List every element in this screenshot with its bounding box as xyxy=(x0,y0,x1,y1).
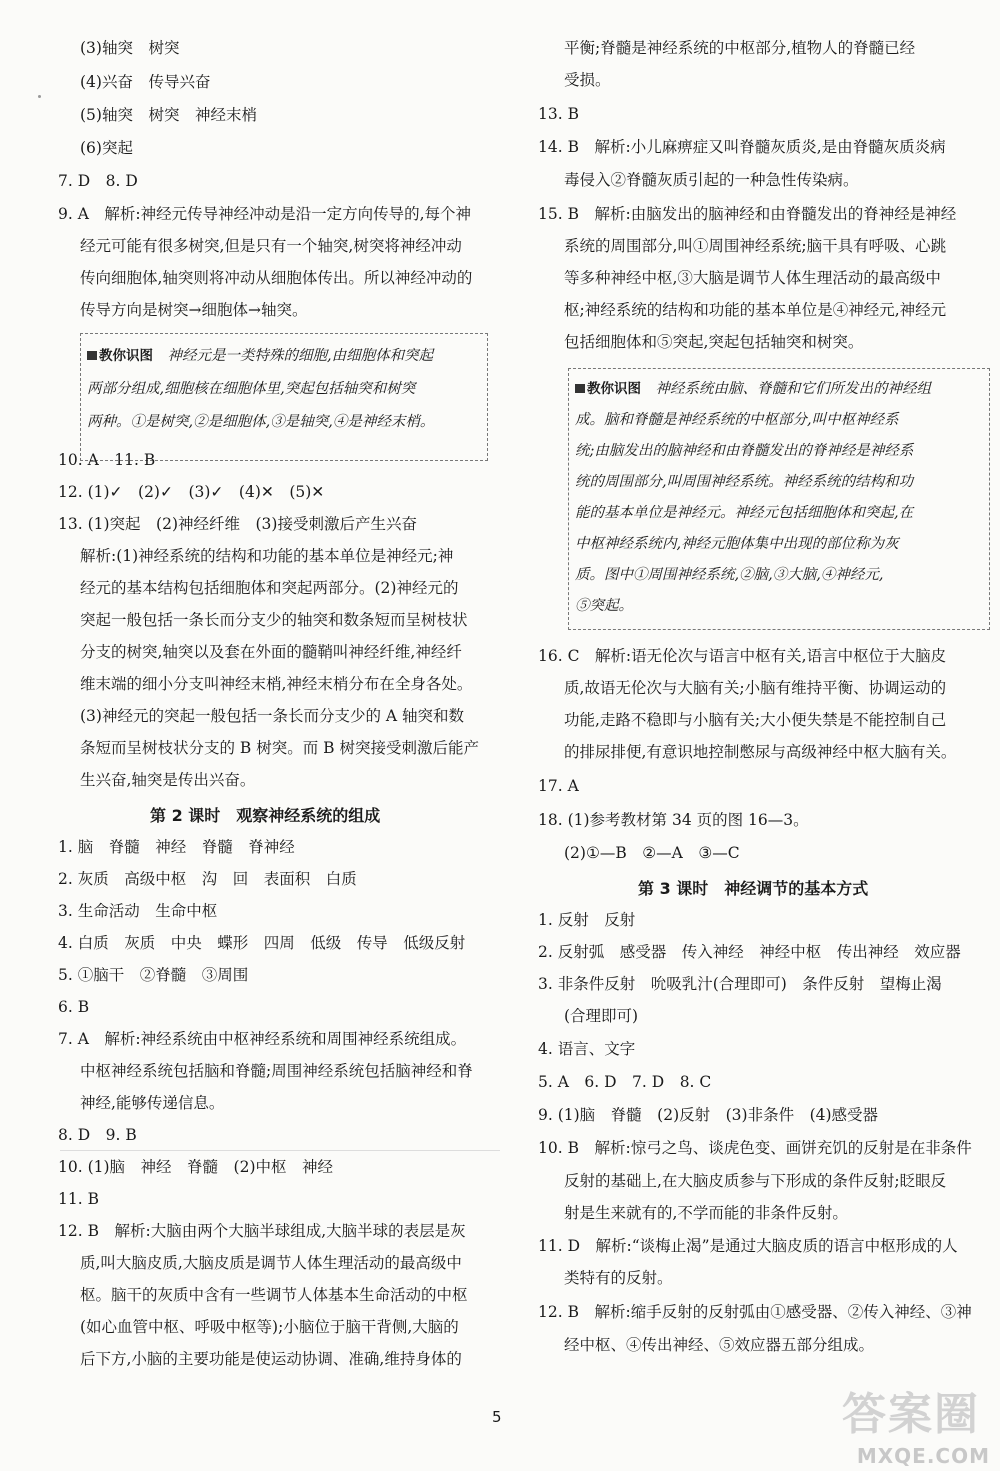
tip-line: 成。脑和脊髓是神经系统的中枢部分,叫中枢神经系 xyxy=(575,412,899,428)
tip-box xyxy=(80,333,488,461)
answer-line: 5. A 6. D 7. D 8. C xyxy=(538,1073,712,1091)
answer-line: 13. B xyxy=(538,105,579,123)
answer-line: (如心血管中枢、呼吸中枢等);小脑位于脑干背侧,大脑的 xyxy=(80,1318,459,1336)
answer-line: 平衡;脊髓是神经系统的中枢部分,植物人的脊髓已经 xyxy=(564,39,916,57)
answer-line: 经元可能有很多树突,但是只有一个轴突,树突将神经冲动 xyxy=(80,237,462,255)
answer-line: 4. 白质 灰质 中央 蝶形 四周 低级 传导 低级反射 xyxy=(58,934,466,952)
tip-label: 教你识图 xyxy=(575,381,641,397)
answer-line: 类特有的反射。 xyxy=(564,1269,673,1287)
answer-line: 射是生来就有的,不学而能的非条件反射。 xyxy=(564,1204,848,1222)
answer-line: 经中枢、④传出神经、⑤效应器五部分组成。 xyxy=(564,1336,875,1354)
tip-line: 统的周围部分,叫周围神经系统。神经系统的结构和功 xyxy=(575,474,914,490)
tip-line xyxy=(575,379,931,399)
answer-line: 1. 反射 反射 xyxy=(538,911,636,929)
tip-label: 教你识图 xyxy=(87,348,153,364)
answer-line: 维末端的细小分支叫神经末梢,神经末梢分布在全身各处。 xyxy=(80,675,473,693)
answer-line: 生兴奋,轴突是传出兴奋。 xyxy=(80,771,256,789)
answer-line: 毒侵入②脊髓灰质引起的一种急性传染病。 xyxy=(564,171,859,189)
answer-line: 质,故语无伦次与大脑有关;小脑有维持平衡、协调运动的 xyxy=(564,679,947,697)
tip-line: 两部分组成,细胞核在细胞体里,突起包括轴突和树突 xyxy=(87,381,416,397)
tip-line: ⑤突起。 xyxy=(575,598,633,614)
answer-line: 解析:(1)神经系统的结构和功能的基本单位是神经元;神 xyxy=(80,547,454,565)
watermark-site: MXQE.COM xyxy=(856,1444,990,1468)
tip-line: 质。图中①周围神经系统,②脑,③大脑,④神经元, xyxy=(575,567,884,583)
answer-line: 传导方向是树突→细胞体→轴突。 xyxy=(80,301,308,319)
answer-line: 18. (1)参考教材第 34 页的图 16—3。 xyxy=(538,811,809,829)
answer-line: 受损。 xyxy=(564,71,611,89)
answer-line: 9. (1)脑 脊髓 (2)反射 (3)非条件 (4)感受器 xyxy=(538,1106,879,1124)
answer-line: 中枢神经系统包括脑和脊髓;周围神经系统包括脑神经和脊 xyxy=(80,1062,473,1080)
watermark-logo: 答案圈 xyxy=(842,1389,980,1440)
answer-line: 11. B xyxy=(58,1190,99,1208)
tip-line: 统;由脑发出的脑神经和由脊髓发出的脊神经是神经系 xyxy=(575,443,914,459)
answer-line: 12. (1)✓ (2)✓ (3)✓ (4)✕ (5)✕ xyxy=(58,483,325,501)
answer-line: 3. 非条件反射 吮吸乳汁(合理即可) 条件反射 望梅止渴 xyxy=(538,975,942,993)
answer-line: 反射的基础上,在大脑皮质参与下形成的条件反射;眨眼反 xyxy=(564,1172,947,1190)
answer-line: 4. 语言、文字 xyxy=(538,1040,636,1058)
answer-line: 13. (1)突起 (2)神经纤维 (3)接受刺激后产生兴奋 xyxy=(58,515,417,533)
answer-line: (3)轴突 树突 xyxy=(80,39,180,57)
answer-line: 11. D 解析:“谈梅止渴”是通过大脑皮质的语言中枢形成的人 xyxy=(538,1237,958,1255)
answer-line: 15. B 解析:由脑发出的脑神经和由脊髓发出的脊神经是神经 xyxy=(538,205,957,223)
answer-line: (3)神经元的突起一般包括一条长而分支少的 A 轴突和数 xyxy=(80,707,465,725)
answer-line: 条短而呈树枝状分支的 B 树突。而 B 树突接受刺激后能产 xyxy=(80,739,479,757)
answer-line: 10. B 解析:惊弓之鸟、谈虎色变、画饼充饥的反射是在非条件 xyxy=(538,1139,972,1157)
tip-line: 中枢神经系统内,神经元胞体集中出现的部位称为灰 xyxy=(575,536,899,552)
answer-line: 16. C 解析:语无伦次与语言中枢有关,语言中枢位于大脑皮 xyxy=(538,647,947,665)
answer-line: 7. A 解析:神经系统由中枢神经系统和周围神经系统组成。 xyxy=(58,1030,467,1048)
answer-line: 12. B 解析:大脑由两个大脑半球组成,大脑半球的表层是灰 xyxy=(58,1222,466,1240)
answer-line: 1. 脑 脊髓 神经 脊髓 脊神经 xyxy=(58,838,295,856)
tip-line: 两种。①是树突,②是细胞体,③是轴突,④是神经末梢。 xyxy=(87,414,435,430)
answer-line: (合理即可) xyxy=(564,1007,639,1025)
answer-line: 分支的树突,轴突以及套在外面的髓鞘叫神经纤维,神经纤 xyxy=(80,643,462,661)
answer-line: (6)突起 xyxy=(80,139,133,157)
answer-line: 3. 生命活动 生命中枢 xyxy=(58,902,218,920)
section-heading: 第 2 课时 观察神经系统的组成 xyxy=(150,806,381,825)
answer-line: (4)兴奋 传导兴奋 xyxy=(80,73,211,91)
answer-line: 系统的周围部分,叫①周围神经系统;脑干具有呼吸、心跳 xyxy=(564,237,947,255)
answer-line: (5)轴突 树突 神经末梢 xyxy=(80,106,257,124)
answer-line: 枢。脑干的灰质中含有一些调节人体基本生命活动的中枢 xyxy=(80,1286,468,1304)
answer-line: 等多种神经中枢,③大脑是调节人体生理活动的最高级中 xyxy=(564,269,941,287)
answer-line: 2. 反射弧 感受器 传入神经 神经中枢 传出神经 效应器 xyxy=(538,943,961,961)
answer-line: 10. (1)脑 神经 脊髓 (2)中枢 神经 xyxy=(58,1158,333,1176)
answer-line: (2)①—B ②—A ③—C xyxy=(564,844,740,862)
answer-line: 的排尿排便,有意识地控制憋尿与高级神经中枢大脑有关。 xyxy=(564,743,957,761)
answer-line: 枢;神经系统的结构和功能的基本单位是④神经元,神经元 xyxy=(564,301,947,319)
answer-line: 6. B xyxy=(58,998,90,1016)
answer-line: 神经,能够传递信息。 xyxy=(80,1094,225,1112)
answer-line: 传向细胞体,轴突则将冲动从细胞体传出。所以神经冲动的 xyxy=(80,269,473,287)
answer-line: 质,叫大脑皮质,大脑皮质是调节人体生理活动的最高级中 xyxy=(80,1254,462,1272)
tip-line xyxy=(87,346,433,366)
tip-line: 能的基本单位是神经元。神经元包括细胞体和突起,在 xyxy=(575,505,914,521)
answer-line: 经元的基本结构包括细胞体和突起两部分。(2)神经元的 xyxy=(80,579,459,597)
answer-line: 突起一般包括一条长而分支少的轴突和数条短而呈树枝状 xyxy=(80,611,468,629)
answer-line: 2. 灰质 高级中枢 沟 回 表面积 白质 xyxy=(58,870,357,888)
answer-line: 17. A xyxy=(538,777,579,795)
section-heading: 第 3 课时 神经调节的基本方式 xyxy=(638,879,869,898)
speck xyxy=(38,95,41,98)
answer-line: 功能,走路不稳即与小脑有关;大小便失禁是不能控制自己 xyxy=(564,711,947,729)
watermark xyxy=(810,1378,990,1468)
answer-line: 10. A 11. B xyxy=(58,451,156,469)
answer-line: 5. ①脑干 ②脊髓 ③周围 xyxy=(58,966,249,984)
tip-text: 神经元是一类特殊的细胞,由细胞体和突起 xyxy=(167,348,434,364)
answer-line: 后下方,小脑的主要功能是使运动协调、准确,维持身体的 xyxy=(80,1350,462,1368)
answer-line: 12. B 解析:缩手反射的反射弧由①感受器、②传入神经、③神 xyxy=(538,1303,972,1321)
tip-text: 神经系统由脑、脊髓和它们所发出的神经组 xyxy=(655,381,931,397)
answer-line: 包括细胞体和⑤突起,突起包括轴突和树突。 xyxy=(564,333,864,351)
tip-box xyxy=(568,368,990,630)
answer-line: 7. D 8. D xyxy=(58,172,138,190)
answer-line: 14. B 解析:小儿麻痹症又叫脊髓灰质炎,是由脊髓灰质炎病 xyxy=(538,138,946,156)
answer-line: 8. D 9. B xyxy=(58,1126,137,1144)
answer-line: 9. A 解析:神经元传导神经冲动是沿一定方向传导的,每个神 xyxy=(58,205,472,223)
bleed-through-line xyxy=(60,1150,500,1151)
page-number: 5 xyxy=(492,1408,502,1426)
